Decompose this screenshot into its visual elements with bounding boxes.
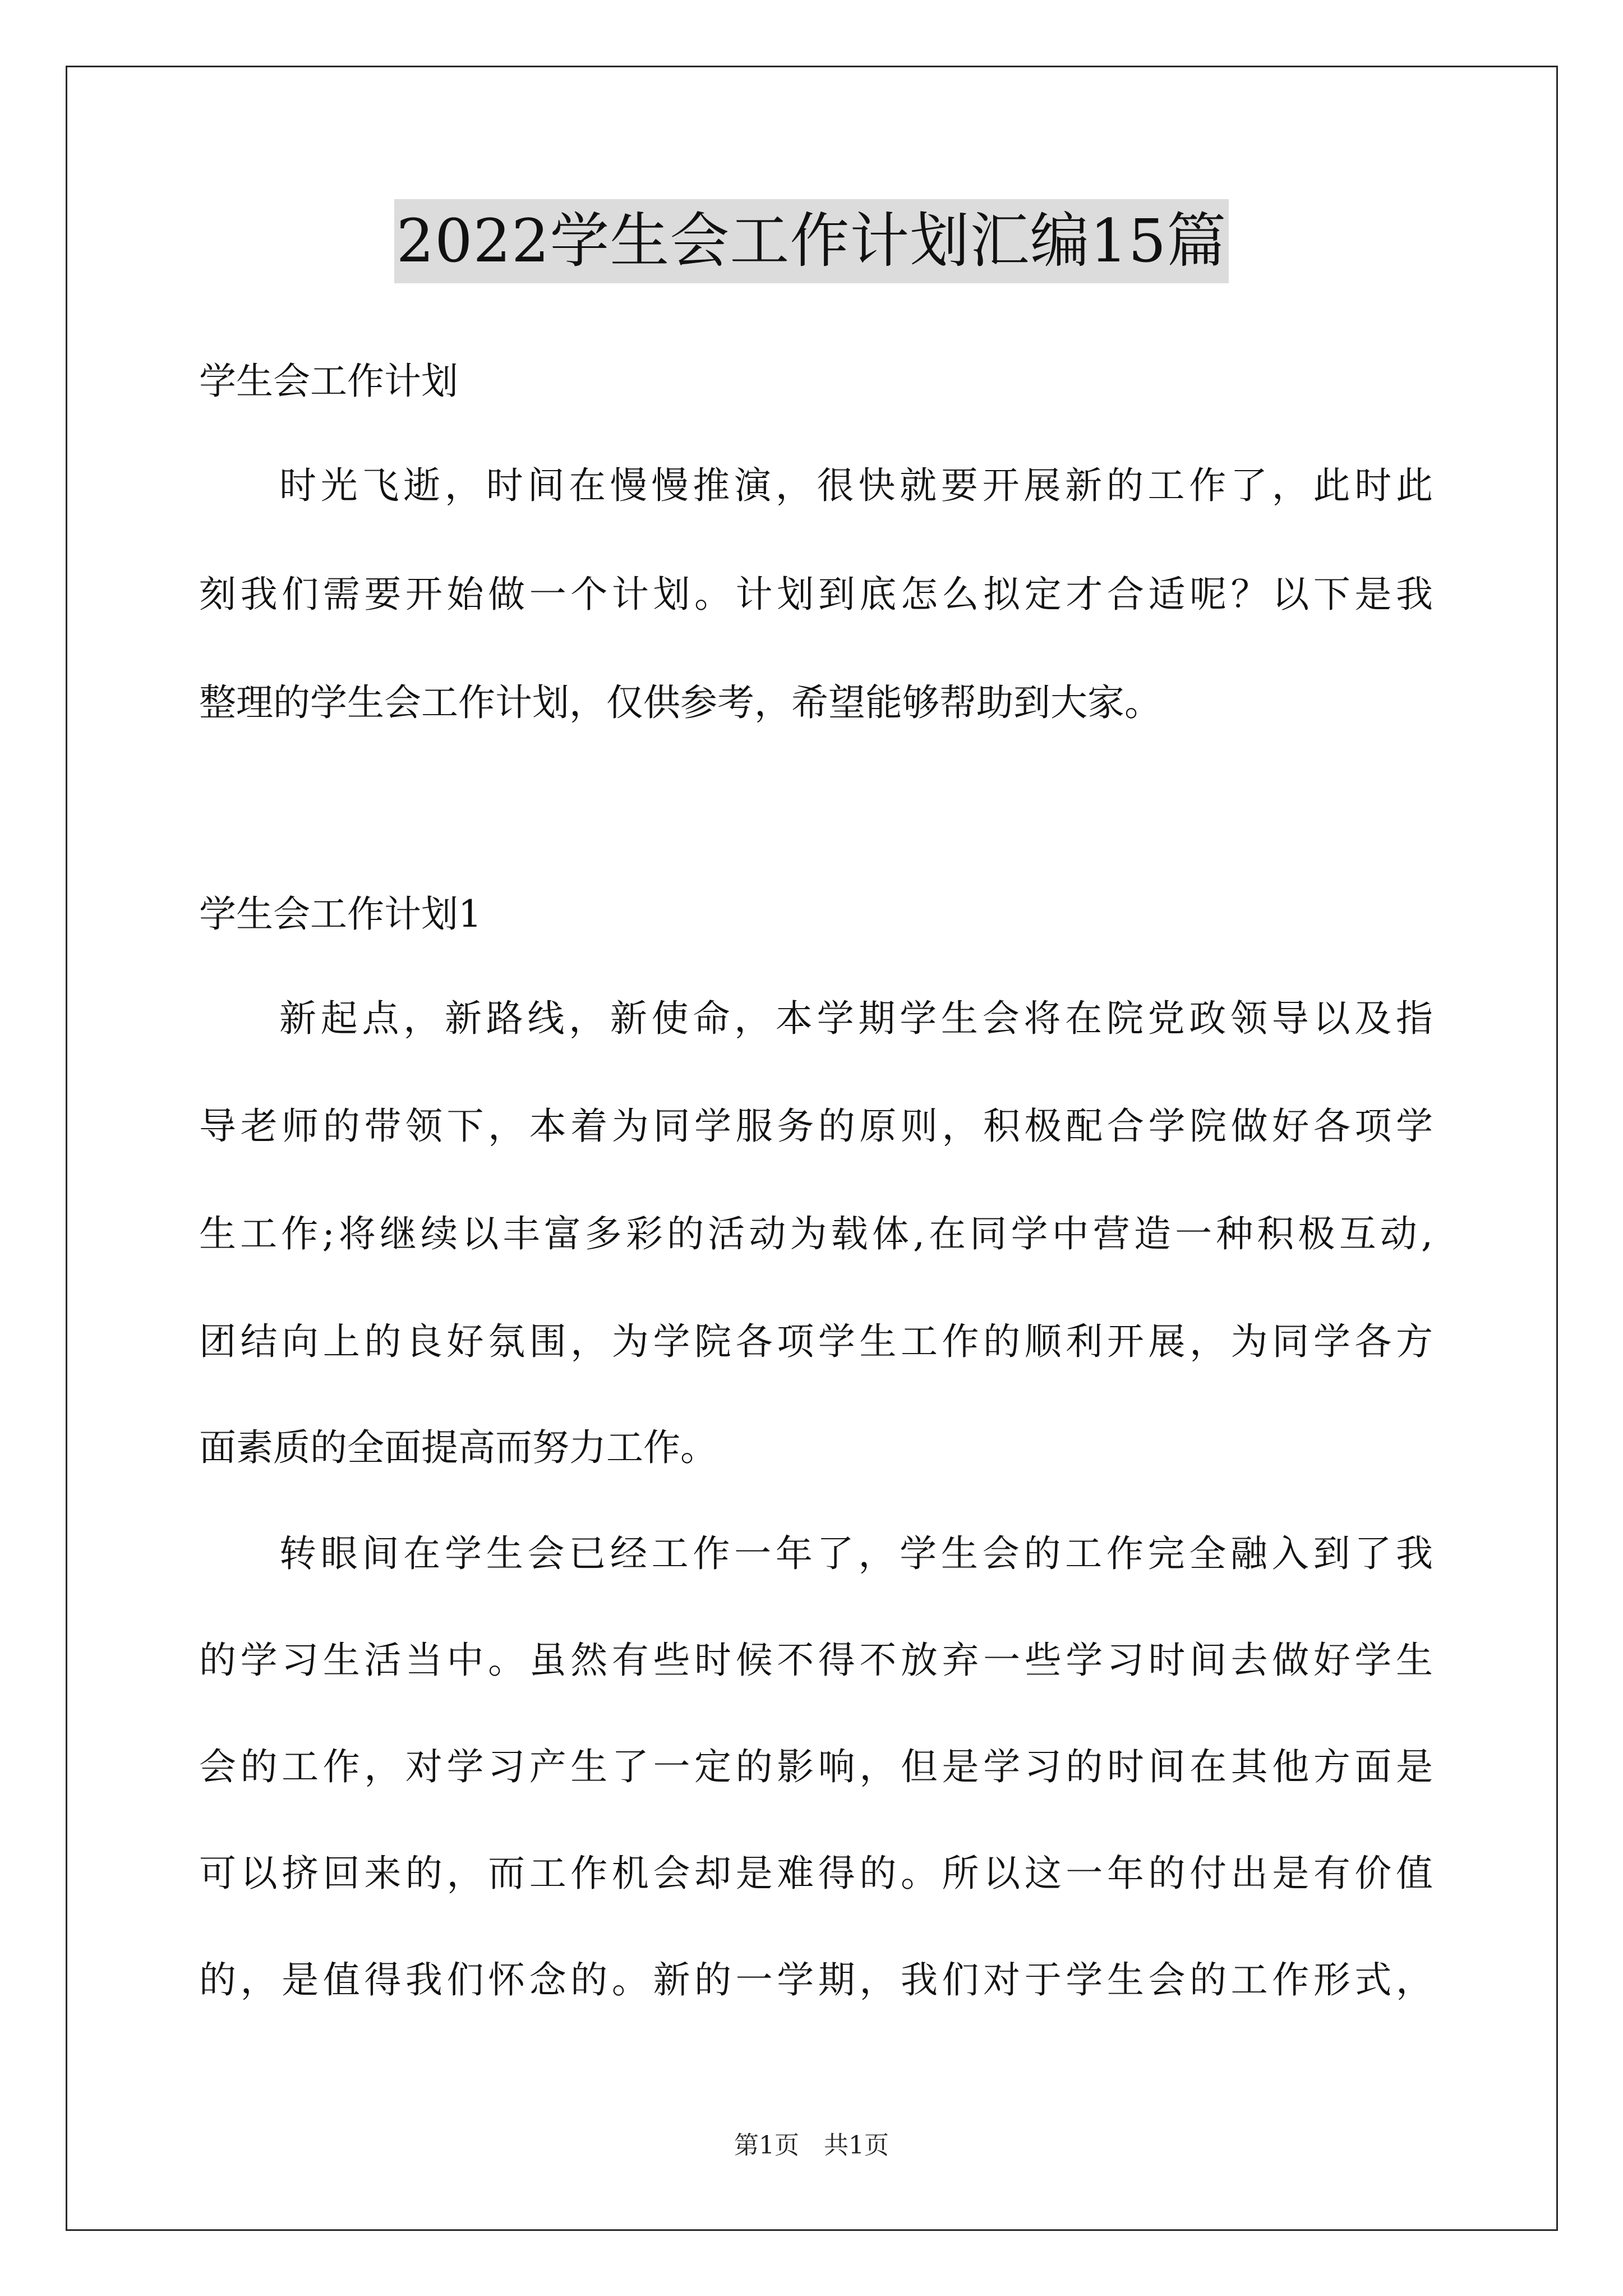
intro-line-2: 刻我们需要开始做一个计划。计划到底怎么拟定才合适呢？以下是我 xyxy=(199,573,1433,616)
para1-line-2: 导老师的带领下，本着为同学服务的原则，积极配合学院做好各项学 xyxy=(199,1105,1433,1148)
section-heading: 学生会工作计划1 xyxy=(199,892,482,936)
para2-line-5: 的，是值得我们怀念的。新的一学期，我们对于学生会的工作形式， xyxy=(199,1958,1433,2001)
para1-line-3: 生工作;将继续以丰富多彩的活动为载体,在同学中营造一种积极互动, xyxy=(199,1212,1433,1255)
title-container xyxy=(0,199,1623,283)
para1-line-5: 面素质的全面提高而努力工作。 xyxy=(199,1426,717,1469)
para1-line-1: 新起点，新路线，新使命，本学期学生会将在院党政领导以及指 xyxy=(279,997,1433,1040)
para2-line-1: 转眼间在学生会已经工作一年了，学生会的工作完全融入到了我 xyxy=(279,1532,1433,1575)
intro-heading: 学生会工作计划 xyxy=(199,360,458,403)
para2-line-4: 可以挤回来的，而工作机会却是难得的。所以这一年的付出是有价值 xyxy=(199,1852,1433,1895)
para1-line-4: 团结向上的良好氛围，为学院各项学生工作的顺利开展，为同学各方 xyxy=(199,1320,1433,1363)
para2-line-3: 会的工作，对学习产生了一定的影响，但是学习的时间在其他方面是 xyxy=(199,1745,1433,1788)
para2-line-2: 的学习生活当中。虽然有些时候不得不放弃一些学习时间去做好学生 xyxy=(199,1639,1433,1682)
document-title: 2022学生会工作计划汇编15篇 xyxy=(394,199,1229,283)
intro-line-1: 时光飞逝，时间在慢慢推演，很快就要开展新的工作了，此时此 xyxy=(279,464,1433,507)
page-footer: 第1页 共1页 xyxy=(734,2131,889,2160)
intro-line-3: 整理的学生会工作计划，仅供参考，希望能够帮助到大家。 xyxy=(199,681,1161,724)
